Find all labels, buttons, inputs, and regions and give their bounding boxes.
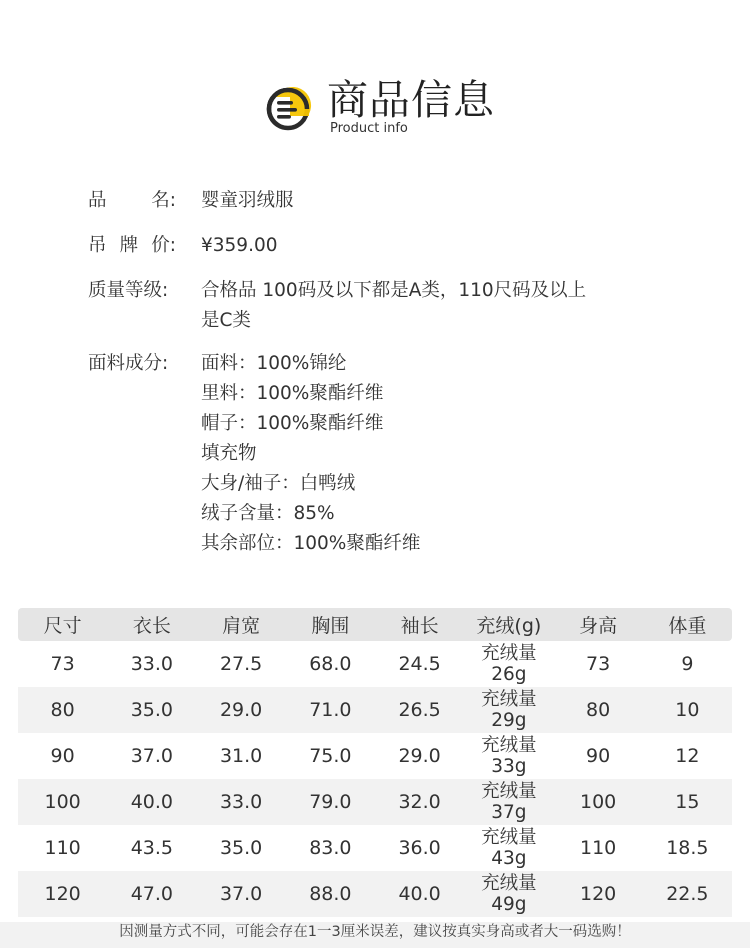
info-row-price [88, 231, 278, 261]
column-header: 身高 [554, 608, 643, 641]
table-cell: 33.0 [197, 779, 286, 825]
table-row [18, 825, 732, 871]
table-cell: 83.0 [309, 837, 352, 859]
table-cell: 43.5 [130, 837, 174, 859]
table-cell: 35.0 [107, 687, 196, 733]
table-cell: 12 [675, 745, 700, 767]
table-cell: 36.0 [398, 837, 441, 859]
info-value: 婴童羽绒服 [201, 190, 294, 211]
table-cell-fill: 充绒量 37g [464, 779, 553, 825]
table-cell: 37.0 [130, 745, 174, 767]
info-label: 吊 牌 价: [88, 235, 176, 256]
table-cell: 68.0 [309, 653, 352, 675]
table-cell: 71.0 [286, 687, 375, 733]
info-row-grade [88, 276, 586, 336]
table-cell: 29.0 [197, 687, 286, 733]
table-cell: 110 [44, 837, 81, 859]
table-cell: 37.0 [197, 871, 286, 917]
table-cell: 100 [18, 779, 107, 825]
info-label: 质量等级: [88, 280, 169, 301]
table-cell: 75.0 [309, 745, 352, 767]
table-cell: 24.5 [398, 653, 441, 675]
table-cell: 110 [579, 837, 617, 859]
table-cell: 29.0 [398, 745, 441, 767]
column-header: 充绒(g) [464, 608, 553, 641]
table-cell: 79.0 [286, 779, 375, 825]
column-header: 体重 [643, 608, 732, 641]
table-cell: 47.0 [107, 871, 196, 917]
table-cell: 26.5 [375, 687, 464, 733]
page-subtitle: Product info [330, 121, 408, 136]
table-cell: 22.5 [643, 871, 732, 917]
table-cell: 90 [586, 745, 611, 767]
page-title: 商品信息 [327, 76, 495, 124]
table-row [18, 687, 732, 733]
info-value: ¥359.00 [201, 235, 278, 256]
table-cell: 31.0 [219, 745, 263, 767]
column-header: 胸围 [286, 608, 375, 641]
table-cell: 73 [50, 653, 75, 675]
table-cell-fill: 充绒量 49g [464, 871, 553, 917]
table-cell: 27.5 [219, 653, 263, 675]
table-cell-fill: 充绒量 43g [481, 827, 537, 869]
table-cell: 32.0 [375, 779, 464, 825]
info-row-fabric [88, 349, 420, 559]
table-cell: 90 [50, 745, 75, 767]
table-cell: 35.0 [219, 837, 263, 859]
section-header [263, 76, 523, 146]
column-header: 尺寸 [18, 608, 107, 641]
table-cell: 73 [586, 653, 611, 675]
info-label: 面料成分: [88, 353, 169, 374]
table-cell: 100 [554, 779, 643, 825]
table-row [18, 779, 732, 825]
document-lines-icon [263, 84, 313, 134]
column-header: 肩宽 [197, 608, 286, 641]
table-cell: 40.0 [107, 779, 196, 825]
table-cell: 15 [643, 779, 732, 825]
table-cell: 88.0 [286, 871, 375, 917]
info-label: 品 名: [88, 190, 176, 211]
table-row [18, 733, 732, 779]
table-cell: 9 [681, 653, 694, 675]
table-cell: 80 [18, 687, 107, 733]
table-cell: 33.0 [130, 653, 174, 675]
table-cell: 80 [554, 687, 643, 733]
table-cell-fill: 充绒量 26g [481, 643, 537, 685]
table-row [18, 871, 732, 917]
table-cell: 120 [554, 871, 643, 917]
table-header-row [18, 608, 732, 641]
table-cell: 10 [643, 687, 732, 733]
table-cell-fill: 充绒量 29g [464, 687, 553, 733]
table-cell: 18.5 [666, 837, 709, 859]
size-table [18, 608, 732, 917]
measurement-note: 因测量方式不同，可能会存在1一3厘米误差，建议按真实身高或者大一码选购！ [0, 922, 750, 948]
info-value: 合格品 100码及以下都是A类，110尺码及以上 是C类 [201, 280, 587, 331]
info-row-name [88, 186, 294, 216]
table-cell: 120 [18, 871, 107, 917]
info-value: 面料：100%锦纶 里料：100%聚酯纤维 帽子：100%聚酯纤维 填充物 大身/袖子：白鸭绒 绒子含量：85% 其余部位：100%聚酯纤维 [201, 353, 421, 554]
table-cell-fill: 充绒量 33g [481, 735, 537, 777]
table-cell: 40.0 [375, 871, 464, 917]
table-row [18, 641, 732, 687]
column-header: 衣长 [107, 608, 196, 641]
column-header: 袖长 [375, 608, 464, 641]
